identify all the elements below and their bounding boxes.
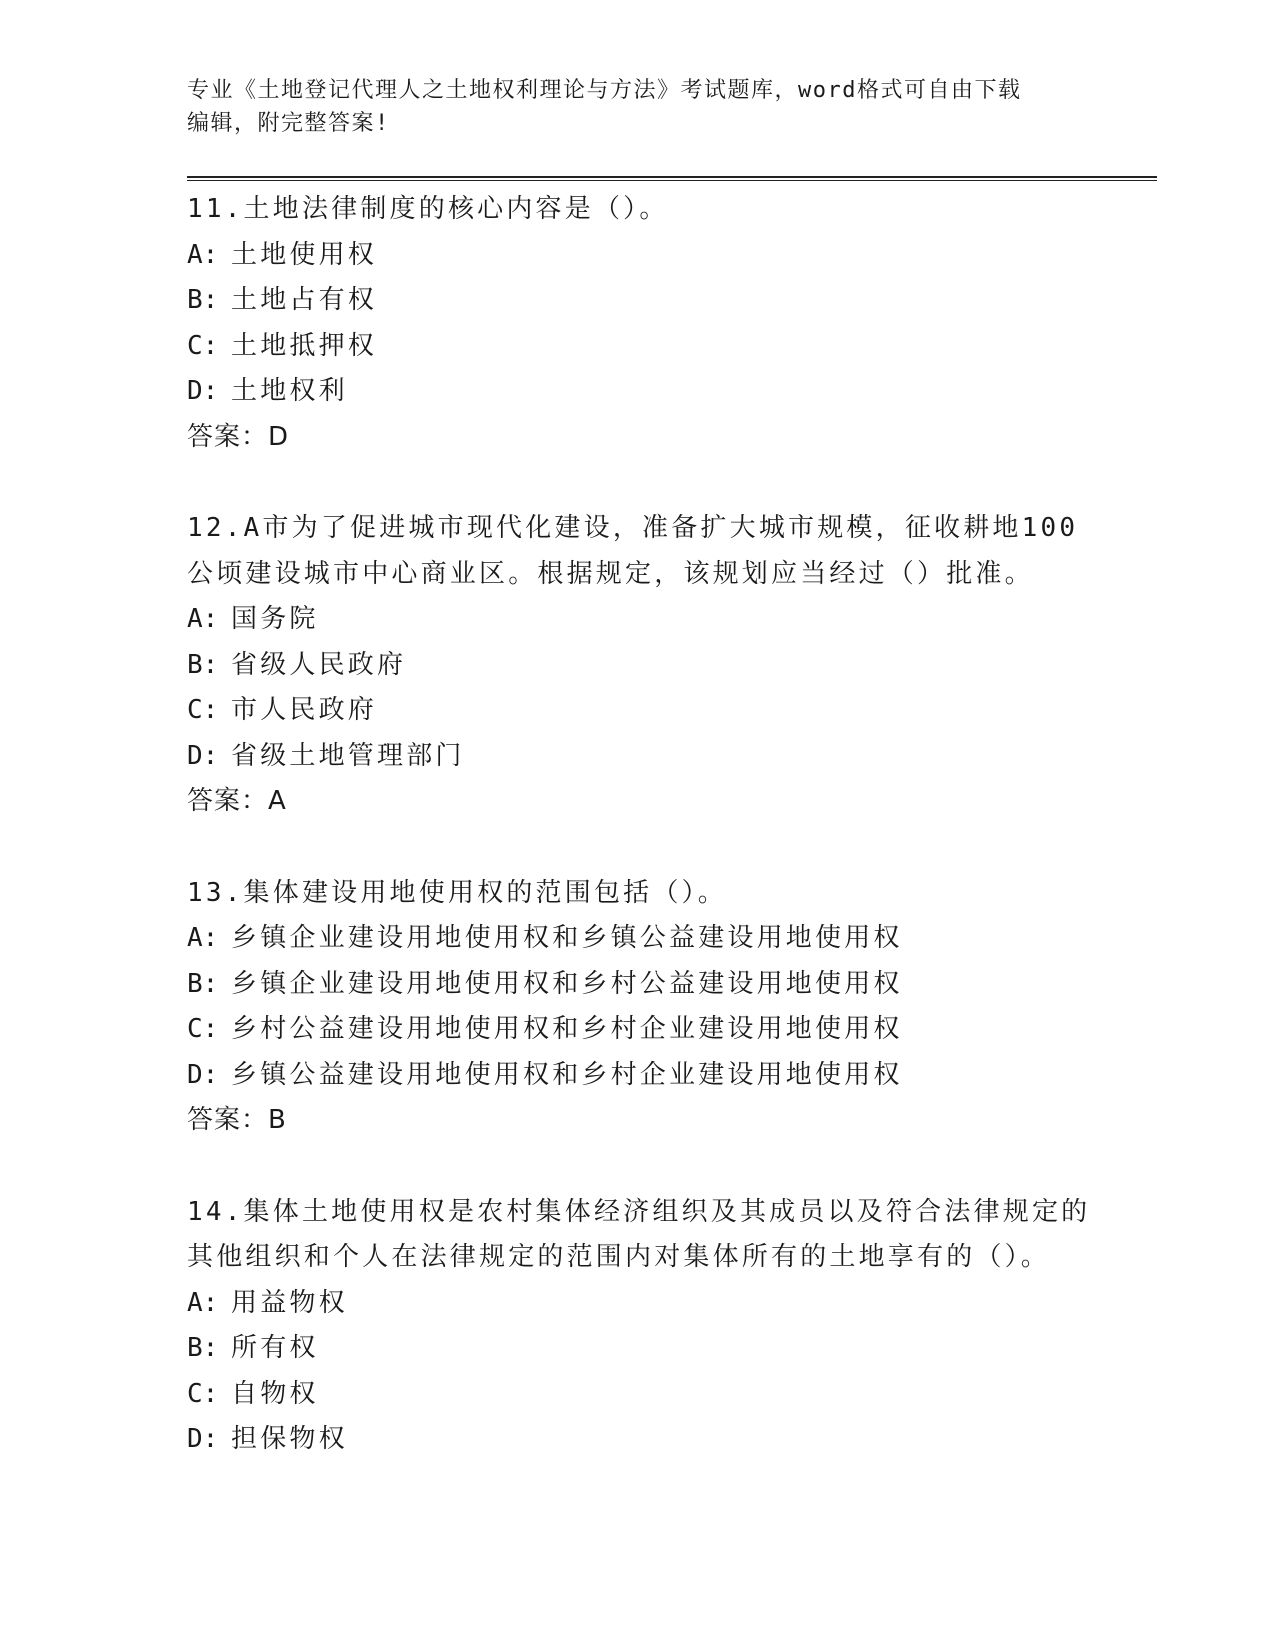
answer-option <box>187 734 1157 780</box>
question-item <box>187 187 1157 460</box>
answer-key: 答案：D <box>187 421 290 452</box>
answer-option <box>187 1281 1157 1327</box>
question-list <box>187 187 1157 1509</box>
option-text: 国务院 <box>231 604 319 634</box>
option-text: 自物权 <box>231 1378 319 1409</box>
answer-option <box>187 1326 1157 1372</box>
option-key: B: <box>187 968 219 999</box>
option-key: D: <box>187 740 219 771</box>
document-header <box>187 74 1087 140</box>
question-stem-line: 12.A市为了促进城市现代化建设，准备扩大城市规模，征收耕地100 <box>187 513 1079 543</box>
option-key: C: <box>187 1378 219 1409</box>
question-stem-line: 11.土地法律制度的核心内容是（）。 <box>187 194 669 224</box>
option-key: A: <box>187 1287 219 1318</box>
question-stem <box>187 187 1157 233</box>
answer-option <box>187 233 1157 279</box>
option-text: 乡村公益建设用地使用权和乡村企业建设用地使用权 <box>231 1014 903 1044</box>
option-key: A: <box>187 239 219 270</box>
option-text: 土地抵押权 <box>231 330 378 361</box>
question-stem <box>187 871 1157 917</box>
option-text: 省级人民政府 <box>231 649 407 680</box>
option-key: D: <box>187 1424 219 1454</box>
answer-option <box>187 369 1157 415</box>
option-text: 市人民政府 <box>231 695 378 725</box>
option-key: A: <box>187 604 219 634</box>
option-key: D: <box>187 1059 219 1090</box>
question-stem-line: 公顷建设城市中心商业区。根据规定，该规划应当经过（）批准。 <box>187 558 1034 589</box>
question-stem <box>187 1190 1157 1281</box>
question-item <box>187 1190 1157 1463</box>
answer-option <box>187 597 1157 643</box>
option-text: 土地使用权 <box>231 239 378 270</box>
question-stem-line: 13.集体建设用地使用权的范围包括（）。 <box>187 877 727 908</box>
option-key: D: <box>187 376 219 406</box>
option-text: 省级土地管理部门 <box>231 740 465 771</box>
option-key: C: <box>187 330 219 361</box>
answer-option <box>187 688 1157 734</box>
answer-option <box>187 1007 1157 1053</box>
answer-option <box>187 916 1157 962</box>
answer-option <box>187 643 1157 689</box>
answer-option <box>187 1417 1157 1463</box>
option-key: C: <box>187 695 219 725</box>
option-key: B: <box>187 1333 219 1363</box>
question-item <box>187 871 1157 1144</box>
header-divider <box>187 176 1157 181</box>
option-key: B: <box>187 285 219 315</box>
option-text: 所有权 <box>231 1333 319 1363</box>
answer-option <box>187 324 1157 370</box>
option-text: 土地占有权 <box>231 285 378 315</box>
header-line-1: 专业《土地登记代理人之土地权利理论与方法》考试题库，word格式可自由下载 <box>187 78 1022 103</box>
option-text: 用益物权 <box>231 1287 348 1318</box>
option-text: 担保物权 <box>231 1424 348 1454</box>
answer-option <box>187 278 1157 324</box>
question-item <box>187 506 1157 825</box>
option-text: 乡镇企业建设用地使用权和乡村公益建设用地使用权 <box>231 968 903 999</box>
question-stem-line: 其他组织和个人在法律规定的范围内对集体所有的土地享有的（）。 <box>187 1242 1051 1272</box>
answer-option <box>187 1053 1157 1099</box>
option-text: 土地权利 <box>231 376 348 406</box>
option-key: C: <box>187 1014 219 1044</box>
answer-key: 答案：B <box>187 1105 287 1135</box>
option-text: 乡镇企业建设用地使用权和乡镇公益建设用地使用权 <box>231 923 903 953</box>
question-stem <box>187 506 1157 597</box>
question-stem-line: 14.集体土地使用权是农村集体经济组织及其成员以及符合法律规定的 <box>187 1196 1091 1227</box>
answer-option <box>187 962 1157 1008</box>
header-line-2: 编辑，附完整答案! <box>187 111 390 136</box>
option-text: 乡镇公益建设用地使用权和乡村企业建设用地使用权 <box>231 1059 903 1090</box>
option-key: B: <box>187 649 219 680</box>
answer-option <box>187 1372 1157 1418</box>
answer-key: 答案：A <box>187 786 287 816</box>
option-key: A: <box>187 923 219 953</box>
